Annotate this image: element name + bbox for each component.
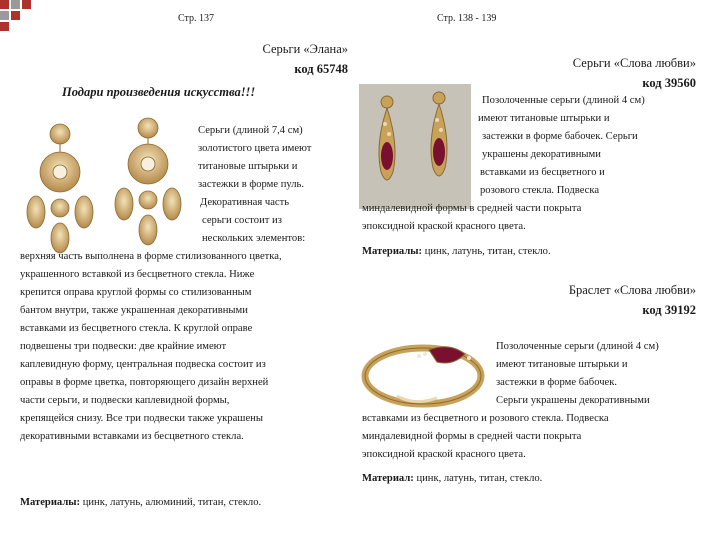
photo-earrings-slova [359,84,471,209]
description-line: эпоксидной краской красного цвета. [362,449,526,460]
description-line: титановые штырьки и [198,161,298,172]
materials-label: Материалы: [362,246,423,257]
materials-value: цинк, латунь, титан, стекло. [413,473,543,484]
description-line: имеют титановые штырьки и [478,113,610,124]
description-line: оправы в форме цветка, повторяющего дизайн верхней [20,377,269,388]
product-title-elana: Серьги «Элана» [262,42,348,56]
description-line: застежки в форме бабочек. [496,377,618,388]
photo-bracelet-slova [357,332,489,414]
description-line: Серьги (длиной 7,4 см) [198,125,303,136]
description-line: вставками из бесцветного и [480,167,605,178]
product-code-39192: код 39192 [642,303,696,317]
materials-elana [20,494,261,512]
description-line: миндалевидной формы в средней части покрыта [362,203,582,214]
description-line: розового стекла. Подвеска [480,185,600,196]
description-line: застежки в форме пуль. [198,179,304,190]
page-number-left: Стр. 137 [178,13,215,24]
description-line: украшены декоративными [482,149,601,160]
materials-label: Материал: [362,473,414,484]
description-line: декоративными вставками из бесцветного стекла. [20,431,244,442]
description-line: Серьги украшены декоративными [496,395,650,406]
description-line: золотистого цвета имеют [198,143,312,154]
slogan: Подари произведения искусства!!! [62,85,256,99]
description-line: Позолоченные серьги (длиной 4 см) [496,341,659,352]
logo-squares [0,0,40,34]
description-line: верхняя часть выполнена в форме стилизованного цветка, [20,251,282,262]
materials-label: Материалы: [20,497,81,508]
description-line: крепится оправа круглой формы со стилизованным [20,287,252,298]
product-code-elana: код 65748 [294,62,348,76]
description-line: крепящейся снизу. Все три подвески также украшены [20,413,263,424]
photo-earrings-elana [20,110,192,260]
description-line: Позолоченные серьги (длиной 4 см) [482,95,645,106]
description-line: нескольких элементов: [202,233,306,244]
materials-value: цинк, латунь, алюминий, титан, стекло. [80,497,262,508]
description-line: вставками из бесцветного и розового стекла. Подвеска [362,413,609,424]
description-line: части серьги, и подвески каплевидной формы, [20,395,230,406]
product-code-39560: код 39560 [642,76,696,90]
product-title-slova-bracelet: Браслет «Слова любви» [568,283,696,297]
description-line: эпоксидной краской красного цвета. [362,221,526,232]
description-line: вставками из бесцветного стекла. К круглой оправе [20,323,253,334]
description-line: застежки в форме бабочек. Серьги [482,131,638,142]
description-line: бантом внутри, также украшенная декоративными [20,305,248,316]
materials-slova-bracelet [362,470,542,488]
description-line: серьги состоит из [202,215,282,226]
materials-value: цинк, латунь, титан, стекло. [422,246,551,257]
description-line: каплевидную форму, центральная подвеска состоит из [20,359,266,370]
description-line: имеют титановые штырьки и [496,359,628,370]
materials-slova-earrings [362,243,551,261]
product-title-slova-earrings: Серьги «Слова любви» [572,56,696,70]
description-line: миндалевидной формы в средней части покрыта [362,431,582,442]
description-line: подвешены три подвески: две крайние имеют [20,341,227,352]
description-line: Декоративная часть [200,197,290,208]
description-line: украшенного вставкой из бесцветного стекла. Ниже [20,269,255,280]
page-number-right: Стр. 138 - 139 [437,13,497,24]
